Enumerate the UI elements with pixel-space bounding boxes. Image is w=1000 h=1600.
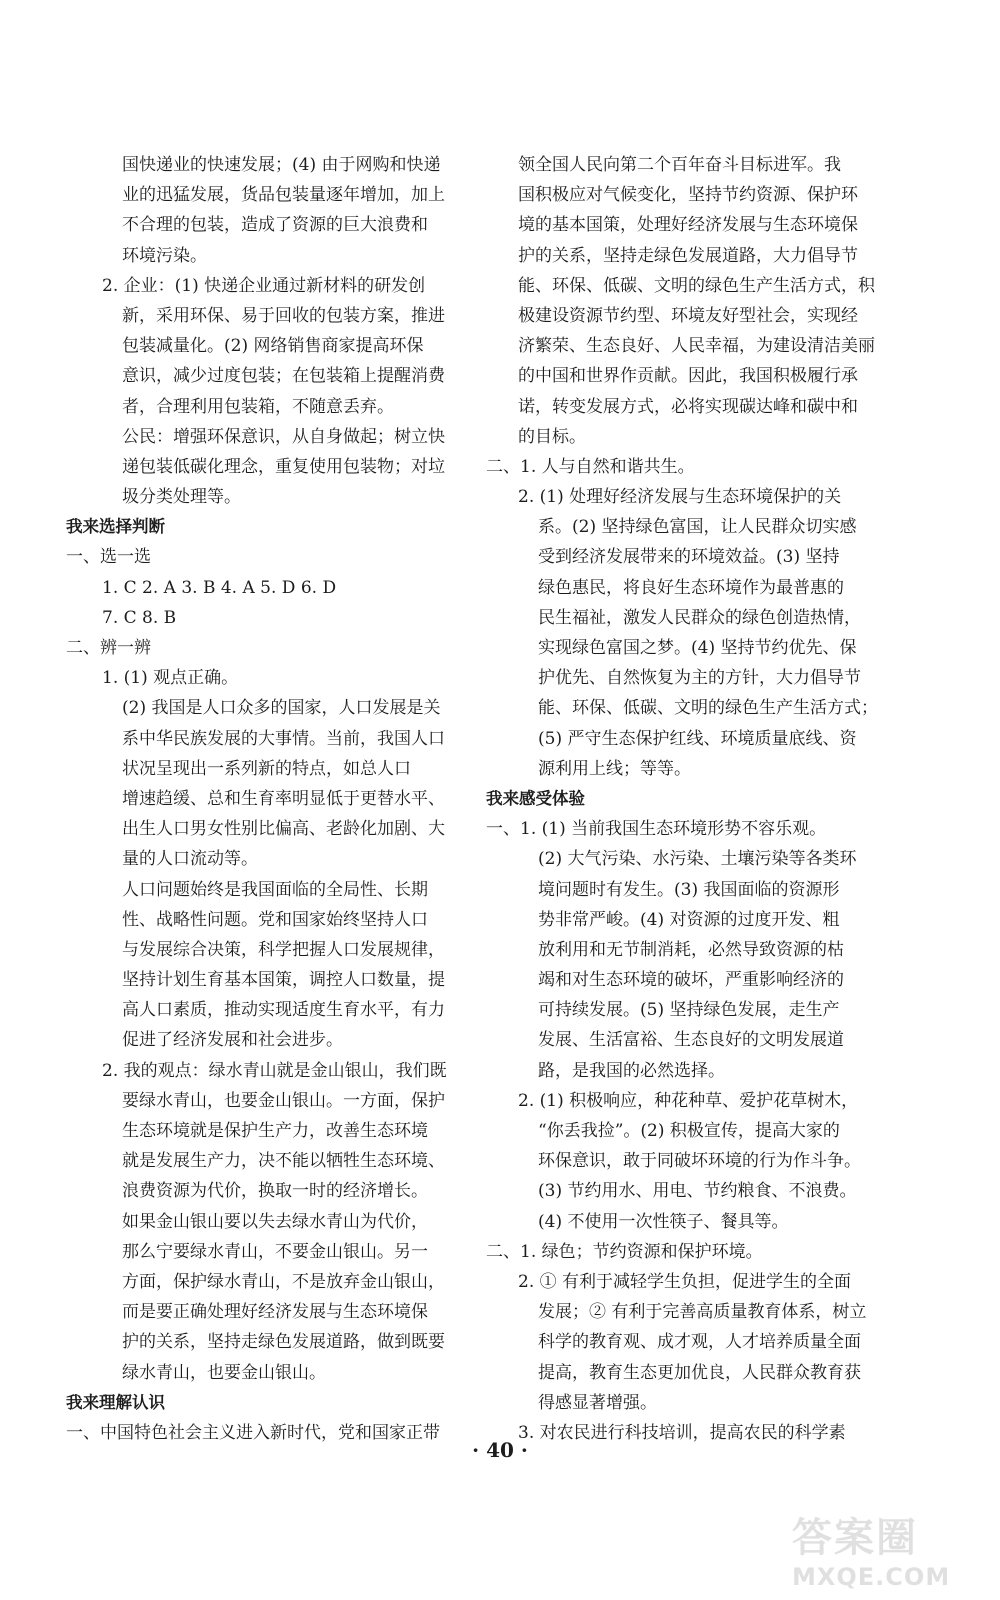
text-line: 坚持计划生育基本国策，调控人口数量，提 xyxy=(122,970,445,991)
text-line: 要绿水青山，也要金山银山。一方面，保护 xyxy=(122,1090,445,1111)
text-line: 不合理的包装，造成了资源的巨大浪费和 xyxy=(122,215,428,236)
text-line: 1. C 2. A 3. B 4. A 5. D 6. D xyxy=(102,577,337,598)
text-line: 放利用和无节制消耗，必然导致资源的枯 xyxy=(538,939,844,960)
text-line: 极建设资源节约型、环境友好型社会，实现经 xyxy=(518,305,858,326)
text-line: 如果金山银山要以失去绿水青山为代价， xyxy=(122,1211,428,1232)
text-line: 圾分类处理等。 xyxy=(122,487,241,508)
text-line: 民生福祉，激发人民群众的绿色创造热情， xyxy=(538,607,861,628)
text-line: 增速趋缓、总和生育率明显低于更替水平、 xyxy=(122,788,445,809)
text-line: 绿水青山，也要金山银山。 xyxy=(122,1362,326,1383)
watermark-logo xyxy=(792,1506,982,1591)
text-line: 那么宁要绿水青山，不要金山银山。另一 xyxy=(122,1241,428,1262)
text-line: 方面，保护绿水青山，不是放弃金山银山， xyxy=(122,1271,445,1292)
text-line: 的中国和世界作贡献。因此，我国积极履行承 xyxy=(518,366,858,387)
text-line: (2) 我国是人口众多的国家，人口发展是关 xyxy=(122,698,441,719)
text-line: 系中华民族发展的大事情。当前，我国人口 xyxy=(122,728,445,749)
text-line: 新，采用环保、易于回收的包装方案，推进 xyxy=(122,305,445,326)
text-line: 高人口素质，推动实现适度生育水平，有力 xyxy=(122,1000,445,1021)
text-line: 促进了经济发展和社会进步。 xyxy=(122,1030,343,1051)
text-line: 3. 对农民进行科技培训，提高农民的科学素 xyxy=(518,1422,846,1443)
text-line: 实现绿色富国之梦。(4) 坚持节约优先、保 xyxy=(538,638,857,658)
text-line: 意识，减少过度包装；在包装箱上提醒消费 xyxy=(122,366,445,387)
text-line: 7. C 8. B xyxy=(102,607,177,628)
text-line: 环境污染。 xyxy=(122,245,207,266)
text-line: 量的人口流动等。 xyxy=(122,849,258,870)
text-line: 境的基本国策，处理好经济发展与生态环境保 xyxy=(518,215,858,236)
right-column xyxy=(486,150,896,1448)
text-line: 源利用上线；等等。 xyxy=(538,758,691,779)
text-line: 系。(2) 坚持绿色富国，让人民群众切实感 xyxy=(538,517,857,538)
text-line: 一、中国特色社会主义进入新时代，党和国家正带 xyxy=(66,1422,440,1443)
text-line: 可持续发展。(5) 坚持绿色发展，走生产 xyxy=(538,1000,840,1021)
text-line: 济繁荣、生态良好、人民幸福，为建设清洁美丽 xyxy=(518,336,875,357)
text-line: 递包装低碳化理念，重复使用包装物；对垃 xyxy=(122,456,445,477)
text-line: 护优先、自然恢复为主的方针，大力倡导节 xyxy=(538,668,861,689)
text-line: 境问题时有发生。(3) 我国面临的资源形 xyxy=(538,879,840,900)
page-number: · 40 · xyxy=(472,1438,528,1462)
left-column xyxy=(66,150,466,1448)
text-line: 2. ① 有利于减轻学生负担，促进学生的全面 xyxy=(518,1271,852,1292)
text-line: 国快递业的快速发展；(4) 由于网购和快递 xyxy=(122,155,441,175)
section-heading: 我来理解认识 xyxy=(66,1392,165,1412)
text-line: 二、1. 人与自然和谐共生。 xyxy=(486,456,695,477)
text-line: 就是发展生产力，决不能以牺牲生态环境、 xyxy=(122,1151,445,1172)
text-line: 状况呈现出一系列新的特点，如总人口 xyxy=(122,758,411,779)
text-line: (3) 节约用水、用电、节约粮食、不浪费。 xyxy=(538,1181,857,1202)
text-line: 2. 我的观点：绿水青山就是金山银山，我们既 xyxy=(102,1060,447,1081)
text-line: 一、1. (1) 当前我国生态环境形势不容乐观。 xyxy=(486,819,827,840)
text-line: 公民：增强环保意识，从自身做起；树立快 xyxy=(122,426,445,447)
text-line: 的目标。 xyxy=(518,426,586,447)
text-line: 业的迅猛发展，货品包装量逐年增加，加上 xyxy=(122,185,445,206)
text-line: 路，是我国的必然选择。 xyxy=(538,1060,725,1081)
text-line: 竭和对生态环境的破坏，严重影响经济的 xyxy=(538,970,844,991)
text-line: 包装减量化。(2) 网络销售商家提高环保 xyxy=(122,336,424,357)
text-line: 2. (1) 积极响应，种花种草、爱护花草树木， xyxy=(518,1090,859,1111)
text-line: “你丢我捡”。(2) 积极宣传，提高大家的 xyxy=(538,1121,840,1141)
text-line: 势非常严峻。(4) 对资源的过度开发、粗 xyxy=(538,909,840,930)
watermark-bottom-text: MXQE.COM xyxy=(792,1563,951,1591)
text-line: 发展、生活富裕、生态良好的文明发展道 xyxy=(538,1030,844,1051)
text-line: 能、环保、低碳、文明的绿色生产生活方式； xyxy=(538,698,878,719)
text-line: 一、选一选 xyxy=(66,547,151,568)
text-line: 二、辨一辨 xyxy=(66,638,151,658)
text-line: 二、1. 绿色；节约资源和保护环境。 xyxy=(486,1241,763,1262)
text-line: 而是要正确处理好经济发展与生态环境保 xyxy=(122,1302,428,1323)
text-line: 人口问题始终是我国面临的全局性、长期 xyxy=(122,879,428,900)
text-line: 性、战略性问题。党和国家始终坚持人口 xyxy=(122,909,428,930)
watermark-top-text: 答案圈 xyxy=(792,1515,918,1561)
text-line: (5) 严守生态保护红线、环境质量底线、资 xyxy=(538,728,857,749)
text-line: 得感显著增强。 xyxy=(538,1392,657,1413)
text-line: 科学的教育观、成才观，人才培养质量全面 xyxy=(538,1332,861,1353)
text-line: 环保意识，敢于同破坏环境的行为作斗争。 xyxy=(538,1151,861,1172)
text-line: 2. 企业：(1) 快递企业通过新材料的研发创 xyxy=(102,275,426,296)
text-line: 提高，教育生态更加优良，人民群众教育获 xyxy=(538,1362,861,1383)
text-line: 浪费资源为代价，换取一时的经济增长。 xyxy=(122,1181,428,1202)
text-line: 护的关系，坚持走绿色发展道路，做到既要 xyxy=(122,1332,445,1353)
text-line: 生态环境就是保护生产力，改善生态环境 xyxy=(122,1121,428,1141)
text-line: 出生人口男女性别比偏高、老龄化加剧、大 xyxy=(122,819,445,840)
text-line: 领全国人民向第二个百年奋斗目标进军。我 xyxy=(518,155,841,175)
text-line: (2) 大气污染、水污染、土壤污染等各类环 xyxy=(538,849,857,870)
section-heading: 我来感受体验 xyxy=(486,788,585,808)
section-heading: 我来选择判断 xyxy=(66,517,165,537)
text-line: 发展；② 有利于完善高质量教育体系，树立 xyxy=(538,1302,867,1323)
text-line: 能、环保、低碳、文明的绿色生产生活方式，积 xyxy=(518,275,875,296)
text-line: 者，合理利用包装箱，不随意丢弃。 xyxy=(122,396,394,417)
text-line: 国积极应对气候变化，坚持节约资源、保护环 xyxy=(518,185,858,206)
text-line: (4) 不使用一次性筷子、餐具等。 xyxy=(538,1211,789,1232)
text-line: 受到经济发展带来的环境效益。(3) 坚持 xyxy=(538,547,840,568)
text-line: 与发展综合决策，科学把握人口发展规律， xyxy=(122,939,445,960)
text-line: 1. (1) 观点正确。 xyxy=(102,668,239,689)
text-line: 诺，转变发展方式，必将实现碳达峰和碳中和 xyxy=(518,396,858,417)
text-line: 2. (1) 处理好经济发展与生态环境保护的关 xyxy=(518,487,842,508)
text-line: 绿色惠民，将良好生态环境作为最普惠的 xyxy=(538,577,844,598)
text-line: 护的关系，坚持走绿色发展道路，大力倡导节 xyxy=(518,245,858,266)
